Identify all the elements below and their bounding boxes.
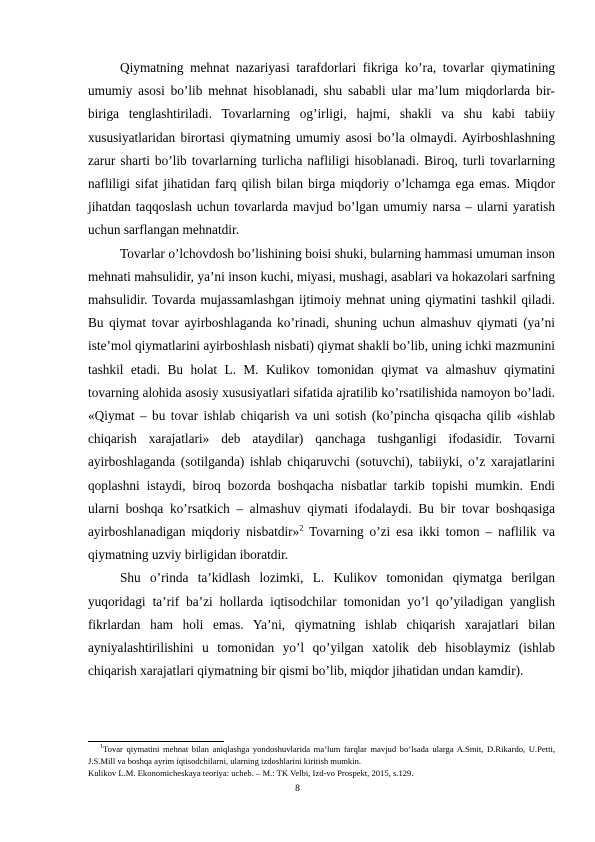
paragraph-2 (88, 242, 555, 567)
page-number: 8 (295, 784, 300, 794)
footnote-2 (88, 767, 555, 779)
paragraph-2-text: Tovarlar o’lchovdosh bo’lishining boisi shuki, bularning hammasi umuman inson mehnati mahsulidir, ya’ni inson kuchi, miyasi, mushagi, asablari va hokazolari sarfning mahsulidir. Tovarda mujassamlashgan ijtimoiy mehnat uning qiymatini tashkil qiladi. Bu qiymat tovar ayirboshlaganda ko’rinadi, shuning uchun almashuv qiymati (ya’ni iste’mol qiymatlarini ayirboshlash nisbati) qiymat shakli bo’lib, uning ichki mazmunini tashkil etadi. Bu holat L. M. Kulikov tomonidan qiymat va almashuv qiymatini tovarning alohida asosiy xususiyatlari sifatida ajratilib ko’rsatilishida namoyon bo’ladi. «Qiymat – bu tovar ishlab chiqarish va uni sotish (ko’pincha qisqacha qilib «ishlab chiqarish xarajatlari» deb ataydilar) qanchaga tushganligi ifodasidir. Tovarni ayirboshlaganda (sotilganda) ishlab chiqaruvchi (sotuvchi), tabiiyki, o’z xarajatlarini qoplashni istaydi, biroq bozorda boshqacha nisbatlar tarkib topishi mumkin. Endi ularni boshqa ko’rsatkich – almashuv qiymati ifodalaydi. Bu bir tovar boshqasiga ayirboshlanadigan miqdoriy nisbatdir» (88, 245, 555, 540)
footnote-divider (88, 741, 224, 742)
paragraph-2-text-continued: Tovarning o’zi esa ikki tomon – naflilik va qiymatning uzviy birligidan iboratdir. (88, 524, 555, 563)
paragraph-1 (88, 56, 555, 242)
paragraph-1-text: Qiymatning mehnat nazariyasi tarafdorlari fikriga ko’ra, tovarlar qiymatining umumiy asosi bo’lib mehnat hisoblanadi, shu sababli ular ma’lum miqdorlarda bir- biriga tenglashtiriladi. Tovarlarning og’irligi, hajmi, shakli va shu kabi tabiiy xususiyatlaridan birortasi qiymatning umumiy asosi bo’la olmaydi. Ayirboshlashning zarur sharti bo’lib tovarlarning turlicha nafliligi hisoblanadi. Biroq, turli tovarlarning nafliligi sifat jihatidan farq qilish bilan birga miqdoriy o’lchamga ega emas. Miqdor jihatdan taqqoslash uchun tovarlarda mavjud bo’lgan umumiy narsa – ularni yaratish uchun sarflangan mehnatdir. (88, 60, 555, 238)
footnotes (88, 743, 555, 780)
footnote-1-text: Tovar qiymatini mehnat bilan aniqlashga yondoshuvlarida ma’lum farqlar mavjud bo‘lsada ularga A.Smit, D.Rikardo, U.Petti, J.S.Mill va boshqa ayrim iqtisodchilarni, ularning izdoshlarini kiritish mumkin. (88, 744, 555, 767)
paragraph-3-text: Shu o’rinda ta’kidlash lozimki, L. Kulikov tomonidan qiymatga berilgan yuqoridagi ta’rif ba’zi hollarda iqtisodchilar tomonidan yo’l qo’yiladigan yanglish fikrlardan ham holi emas. Ya’ni, qiymatning ishlab chiqarish xarajatlari bilan ayniyalashtirilishini u tomonidan yo’l qo’yilgan xatolik deb hisoblaymiz (ishlab chiqarish xarajatlari qiymatning bir qismi bo’lib, miqdor jihatidan undan kamdir). (88, 570, 555, 679)
footnote-2-text: Kulikov L.M. Ekonomicheskaya teoriya: ucheb. – M.: TK Velbi, Izd-vo Prospekt, 2015, s.129. (88, 768, 414, 779)
body-text (88, 56, 555, 682)
footnote-marker: 1 (100, 744, 103, 751)
footnote-1 (88, 743, 555, 767)
paragraph-3 (88, 566, 555, 682)
footnote-reference[interactable]: 2 (299, 522, 304, 533)
